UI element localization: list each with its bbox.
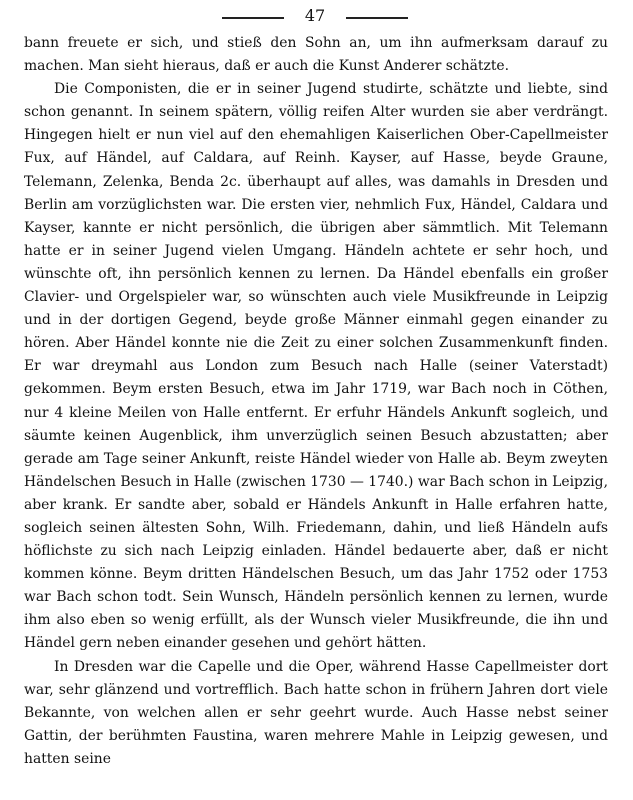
paragraph-composers: Die Componisten, die er in seiner Jugend studirte, schätzte und liebte, sind schon genannt. In seinem spätern, völlig reifen Alter wurden sie aber verdrängt. Hingegen hielt er nun viel auf den ehemahligen Kaiserlichen Ober-Capellmeister Fux, auf Händel, auf Caldara, auf Reinh. Kayser, auf Hasse, beyde Graune, Telemann, Zelenka, Benda 2c. überhaupt auf alles, was damahls in Dresden und Berlin am vorzüglichsten war. Die ersten vier, nehmlich Fux, Händel, Caldara und Kayser, kannte er nicht persönlich, die übrigen aber sämmtlich. Mit Telemann hatte er in seiner Jugend vielen Umgang. Händeln achtete er sehr hoch, und wünschte oft, ihn persönlich kennen zu lernen. Da Händel ebenfalls ein großer Clavier- und Orgelspieler war, so wünschten auch viele Musikfreunde in Leipzig und in der dortigen Gegend, beyde große Männer einmahl gegen einander zu hören. Aber Händel konnte nie die Zeit zu einer solchen Zusammenkunft finden. Er war dreymahl aus London zum Besuch nach Halle (seiner Vaterstadt) gekommen. Beym ersten Besuch, etwa im Jahr 1719, war Bach noch in Cöthen, nur 4 kleine Meilen von Halle entfernt. Er erfuhr Händels Ankunft sogleich, und säumte keinen Augenblick, ihm unverzüglich seinen Besuch abzustatten; aber gerade am Tage seiner Ankunft, reiste Händel wieder von Halle ab. Beym zweyten Händelschen Besuch in Halle (zwischen 1730 — 1740.) war Bach schon in Leipzig, aber krank. Er sandte aber, sobald er Händels Ankunft in Halle erfahren hatte, sogleich seinen ältesten Sohn, Wilh. Friedemann, dahin, und ließ Händeln aufs höflichste zu sich nach Leipzig einladen. Händel bedauerte aber, daß er nicht kommen könne. Beym dritten Händelschen Besuch, um das Jahr 1752 oder 1753 war Bach schon todt. Sein Wunsch, Händeln persönlich kennen zu lernen, wurde ihm also eben so wenig erfüllt, als der Wunsch vieler Musikfreunde, die ihn und Händel gern neben einander gesehen und gehört hätten. bbox=[24, 81, 608, 652]
page-header bbox=[0, 4, 633, 28]
page-number: 47 bbox=[304, 6, 326, 25]
paragraph-continuation: bann freuete er sich, und stieß den Sohn an, um ihn aufmerksam darauf zu machen. Man sieht hieraus, daß er auch die Kunst Anderer schätzte. bbox=[24, 35, 608, 75]
header-rule-right bbox=[346, 17, 408, 19]
paragraph-dresden: In Dresden war die Capelle und die Oper, während Hasse Capellmeister dort war, sehr glänzend und vortrefflich. Bach hatte schon in frühern Jahren dort viele Bekannte, von welchen allen er sehr geehrt wurde. Auch Hasse nebst seiner Gattin, der berühmten Faustina, waren mehrere Mahle in Leipzig gewesen, und hatten seine bbox=[24, 658, 608, 767]
header-rule-left bbox=[222, 17, 284, 19]
page-body bbox=[24, 32, 608, 771]
